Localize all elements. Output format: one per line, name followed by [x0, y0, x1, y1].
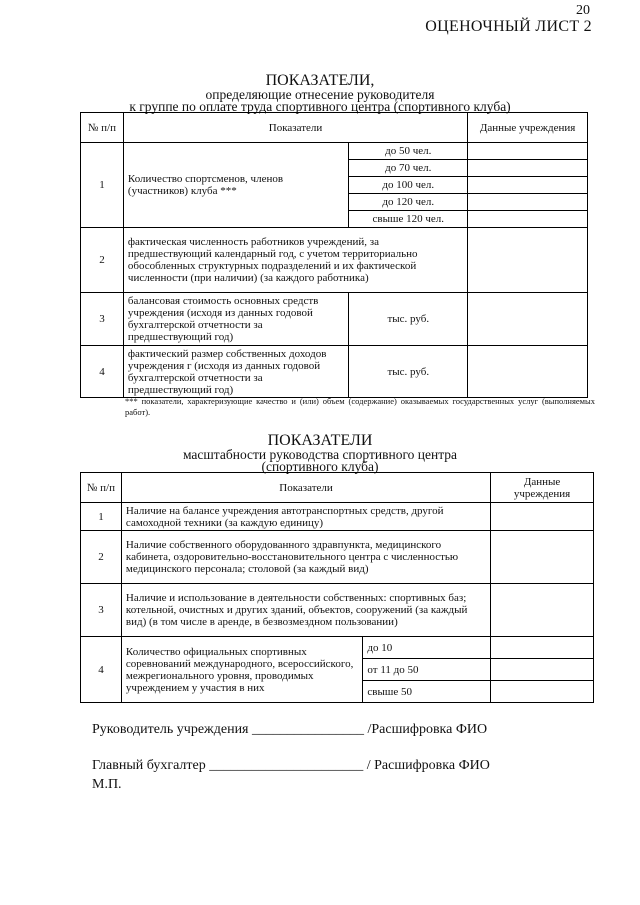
- option-up-to-50: до 50 чел.: [349, 143, 468, 160]
- section2-subtitle-2: (спортивного клуба): [261, 459, 379, 474]
- data-cell[interactable]: [468, 143, 588, 160]
- option-up-to-10: до 10: [363, 637, 491, 659]
- head-label: Руководитель учреждения: [92, 722, 249, 737]
- section2-subtitle-1: масштабности руководства спортивного центра: [182, 447, 458, 462]
- head-signature-field[interactable]: ________________: [252, 722, 364, 737]
- accountant-signature-line: [92, 758, 490, 774]
- section1-subtitle-1: определяющие отнесение руководителя: [205, 87, 435, 102]
- option-up-to-70: до 70 чел.: [349, 160, 468, 177]
- accountant-label: Главный бухгалтер: [92, 758, 206, 773]
- section2-title: ПОКАЗАТЕЛИ: [267, 432, 373, 449]
- row-number: 4: [81, 346, 124, 398]
- footnote: *** показатели, характеризующие качество и (или) объем (содержание) оказываемых государственных услуг (выполняемых работ).: [125, 396, 595, 417]
- option-up-to-120: до 120 чел.: [349, 194, 468, 211]
- data-cell[interactable]: [491, 659, 594, 681]
- sheet-title: ОЦЕНОЧНЫЙ ЛИСТ 2: [425, 18, 592, 35]
- col-data-header: Данные учреждения: [468, 113, 588, 143]
- data-cell[interactable]: [468, 346, 588, 398]
- staff-count-indicator: фактическая численность работников учреждений, за предшествующий календарный год, с учетом территориально обособленных структурных подразделений и их фактической численности (при наличии) (за каждого работника): [123, 228, 467, 293]
- option-11-to-50: от 11 до 50: [363, 659, 491, 681]
- row-number: 3: [81, 293, 124, 346]
- data-cell[interactable]: [468, 228, 588, 293]
- section1-title: ПОКАЗАТЕЛИ,: [265, 72, 375, 89]
- row-number: 2: [81, 228, 124, 293]
- own-facilities-indicator: Наличие и использование в деятельности собственных: спортивных баз; котельной, очистных и других зданий, объектов, сооружений (за каждый вид) (в том числе в аренде, в безвозмездном пользовании): [121, 584, 490, 637]
- row-number: 1: [81, 143, 124, 228]
- head-name-decode: /Расшифровка ФИО: [367, 722, 488, 737]
- data-cell[interactable]: [491, 637, 594, 659]
- book-value-indicator: балансовая стоимость основных средств учреждения (исходя из данных годовой бухгалтерской отчетности за предшествующий год): [123, 293, 349, 346]
- data-cell[interactable]: [491, 681, 594, 703]
- page-number: 20: [576, 3, 590, 18]
- own-income-indicator: фактический размер собственных доходов учреждения г (исходя из данных годовой бухгалтерской отчетности за предшествующий год): [123, 346, 349, 398]
- data-cell[interactable]: [491, 584, 594, 637]
- head-signature-line: [92, 722, 487, 738]
- data-cell[interactable]: [468, 194, 588, 211]
- data-cell[interactable]: [468, 293, 588, 346]
- data-cell[interactable]: [468, 177, 588, 194]
- data-cell[interactable]: [491, 503, 594, 531]
- competitions-indicator: Количество официальных спортивных соревнований международного, всероссийского, межрегионального уровня, проводимых учреждением у участия в них: [121, 637, 363, 703]
- option-over-120: свыше 120 чел.: [349, 211, 468, 228]
- group-indicators-table: [80, 112, 588, 398]
- scale-indicators-table: [80, 472, 594, 703]
- col-indicator-header: Показатели: [121, 473, 490, 503]
- accountant-name-decode: / Расшифровка ФИО: [366, 758, 490, 773]
- col-num-header: № п/п: [81, 473, 122, 503]
- col-num-header: № п/п: [81, 113, 124, 143]
- row-number: 1: [81, 503, 122, 531]
- unit-label: тыс. руб.: [349, 293, 468, 346]
- option-up-to-100: до 100 чел.: [349, 177, 468, 194]
- stamp-place: М.П.: [92, 777, 122, 792]
- data-cell[interactable]: [468, 211, 588, 228]
- col-indicator-header: Показатели: [123, 113, 467, 143]
- col-data-header: Данные учреждения: [491, 473, 594, 503]
- row-number: 2: [81, 531, 122, 584]
- vehicles-indicator: Наличие на балансе учреждения автотранспортных средств, другой самоходной техники (за каждую единицу): [121, 503, 490, 531]
- row-number: 3: [81, 584, 122, 637]
- row-number: 4: [81, 637, 122, 703]
- unit-label: тыс. руб.: [349, 346, 468, 398]
- data-cell[interactable]: [468, 160, 588, 177]
- option-over-50: свыше 50: [363, 681, 491, 703]
- athletes-count-indicator: Количество спортсменов, членов (участников) клуба ***: [123, 143, 349, 228]
- data-cell[interactable]: [491, 531, 594, 584]
- accountant-signature-field[interactable]: ______________________: [209, 758, 364, 773]
- section1-subtitle-2: к группе по оплате труда спортивного центра (спортивного клуба): [129, 99, 511, 114]
- medical-facilities-indicator: Наличие собственного оборудованного здравпункта, медицинского кабинета, оздоровительно-восстановительного центра с численностью медицинского персонала; столовой (за каждый вид): [121, 531, 490, 584]
